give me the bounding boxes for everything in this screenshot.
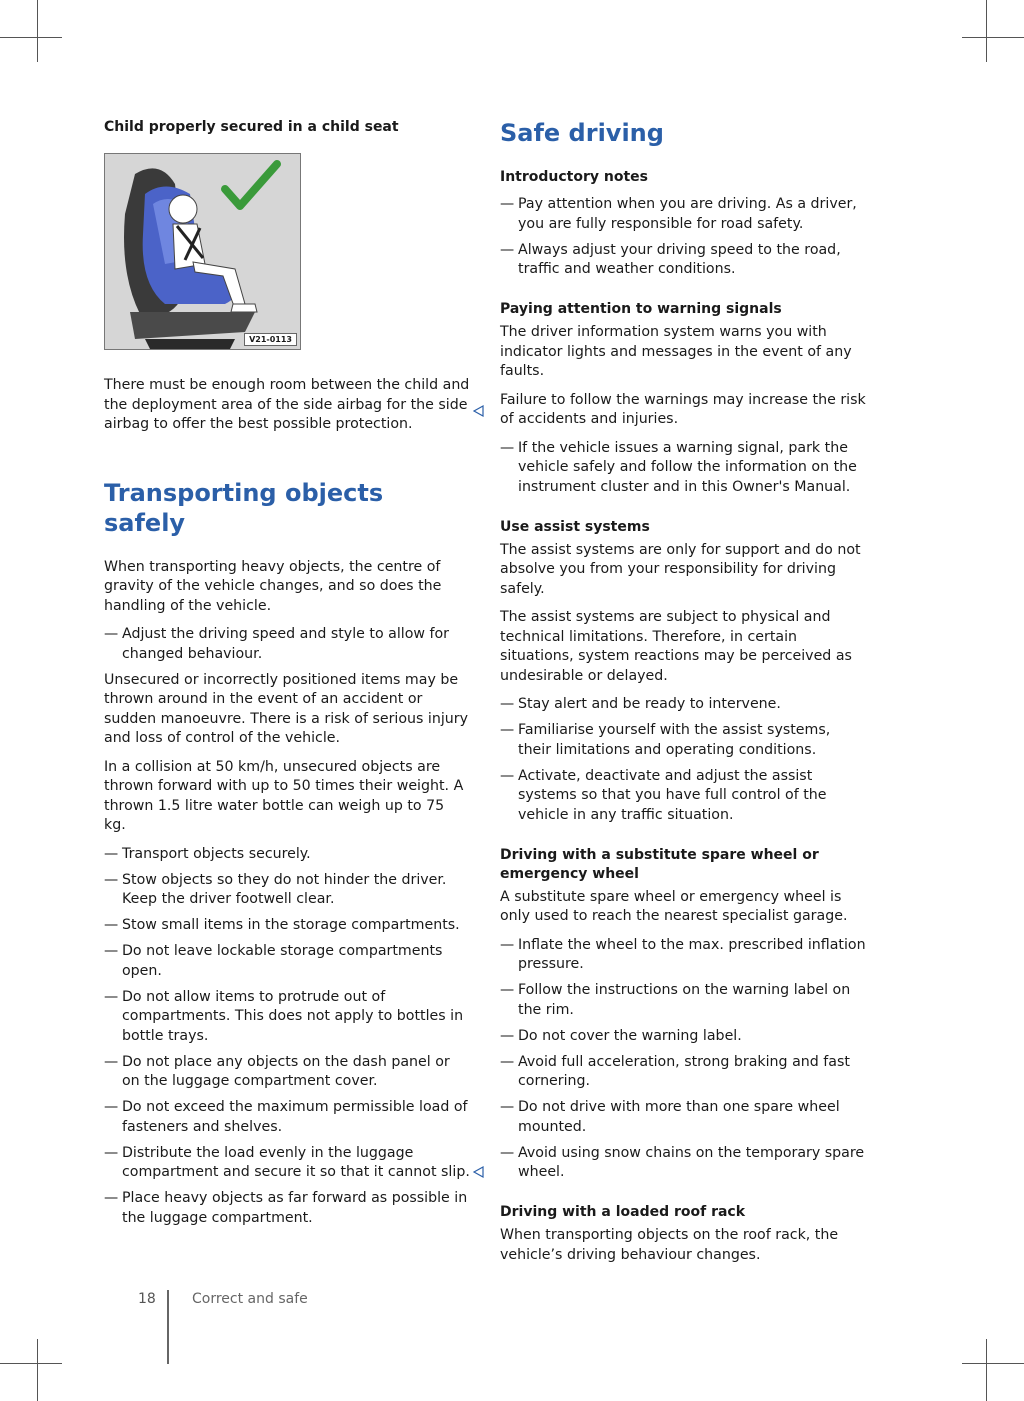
- crop-mark: [0, 37, 62, 38]
- roof-rack-text: When transporting objects on the roof rack, the vehicle’s driving behaviour changes.: [500, 1227, 839, 1263]
- figure-heading: Child properly secured in a child seat: [104, 119, 399, 135]
- section-title-transporting: Transporting objects safely: [104, 478, 384, 537]
- footer-section-name: Correct and safe: [192, 1291, 308, 1307]
- warning-heading: Paying attention to warning signals: [500, 301, 782, 317]
- list-item: — Do not place any objects on the dash panel or on the luggage compartment cover.: [104, 1053, 450, 1089]
- left-column: [104, 118, 470, 1235]
- list-item: — Distribute the load evenly in the luggage compartment and secure it so that it cannot slip.: [104, 1144, 470, 1180]
- list-item: — Follow the instructions on the warning label on the rim.: [500, 982, 851, 1018]
- list-item: — Stow objects so they do not hinder the driver. Keep the driver footwell clear.: [104, 871, 447, 907]
- warning-bullets: [500, 439, 866, 498]
- crop-mark: [37, 1339, 38, 1401]
- warning-text-2: Failure to follow the warnings may increase the risk of accidents and injuries.: [500, 391, 866, 427]
- right-column: [500, 118, 866, 1274]
- page-number: 18: [138, 1291, 156, 1307]
- list-item: — Activate, deactivate and adjust the assist systems so that you have full control of the vehicle in any traffic situation.: [500, 767, 827, 823]
- airbag-text: There must be enough room between the child and the deployment area of the side airbag for the side airbag to offer the best possible protection.: [104, 377, 470, 432]
- assist-bullets: [500, 695, 866, 825]
- list-item: — Stay alert and be ready to intervene.: [500, 696, 781, 712]
- spare-wheel-heading: Driving with a substitute spare wheel or emergency wheel: [500, 846, 819, 882]
- collision-text: In a collision at 50 km/h, unsecured objects are thrown forward with up to 50 times their weight. A thrown 1.5 litre water bottle can weigh up to 75 kg.: [104, 758, 464, 833]
- list-item: — If the vehicle issues a warning signal, park the vehicle safely and follow the information on the instrument cluster and in this Owner's Manual.: [500, 439, 857, 495]
- list-item: — Stow small items in the storage compartments.: [104, 917, 460, 933]
- transport-bullets-a: [104, 625, 470, 664]
- assist-text-2: The assist systems are subject to physical and technical limitations. Therefore, in certain situations, system reactions may be perceived as undesirable or delayed.: [500, 609, 852, 684]
- roof-rack-heading: Driving with a loaded roof rack: [500, 1204, 746, 1220]
- spare-wheel-text: A substitute spare wheel or emergency wheel is only used to reach the nearest specialist garage.: [500, 888, 848, 924]
- transport-intro: When transporting heavy objects, the centre of gravity of the vehicle changes, and so does the handling of the vehicle.: [104, 558, 442, 614]
- list-item: — Avoid full acceleration, strong braking and fast cornering.: [500, 1053, 850, 1089]
- list-item: — Do not leave lockable storage compartments open.: [104, 943, 443, 979]
- crop-mark: [986, 0, 987, 62]
- child-seat-illustration: [104, 153, 301, 350]
- intro-bullets: [500, 195, 866, 280]
- triangle-left-outline-icon: [473, 405, 484, 420]
- list-item: — Adjust the driving speed and style to allow for changed behaviour.: [104, 626, 450, 662]
- triangle-left-outline-icon: [473, 1166, 484, 1181]
- list-item: — Avoid using snow chains on the temporary spare wheel.: [500, 1144, 865, 1180]
- crop-mark: [962, 37, 1024, 38]
- list-item: — Pay attention when you are driving. As a driver, you are fully responsible for road safety.: [500, 196, 857, 232]
- list-item: — Do not cover the warning label.: [500, 1027, 742, 1044]
- crop-mark: [0, 1363, 62, 1364]
- list-item: — Place heavy objects as far forward as possible in the luggage compartment.: [104, 1190, 468, 1226]
- dash-mark: —: [104, 626, 119, 642]
- list-item: — Do not exceed the maximum permissible load of fasteners and shelves.: [104, 1099, 468, 1135]
- list-item: — Do not drive with more than one spare wheel mounted.: [500, 1099, 840, 1135]
- assist-heading: Use assist systems: [500, 518, 650, 535]
- crop-mark: [962, 1363, 1024, 1364]
- list-item: — Familiarise yourself with the assist systems, their limitations and operating conditions.: [500, 722, 831, 758]
- list-item: — Inflate the wheel to the max. prescribed inflation pressure.: [500, 936, 866, 972]
- section-title-safe-driving: Safe driving: [500, 119, 664, 147]
- crop-mark: [37, 0, 38, 62]
- crop-mark: [986, 1339, 987, 1401]
- transport-bullets-b: [104, 845, 470, 1229]
- list-item: — Do not allow items to protrude out of compartments. This does not apply to bottles in bottle trays.: [104, 988, 464, 1044]
- intro-heading: Introductory notes: [500, 169, 648, 185]
- unsecured-text: Unsecured or incorrectly positioned items may be thrown around in the event of an accident or sudden manoeuvre. There is a risk of serious injury and loss of control of the vehicle.: [104, 671, 469, 746]
- child-seat-drawing: [105, 154, 300, 349]
- list-item: — Always adjust your driving speed to the road, traffic and weather conditions.: [500, 241, 841, 277]
- footer-divider: [167, 1290, 169, 1364]
- warning-text-1: The driver information system warns you with indicator lights and messages in the event of any faults.: [500, 324, 852, 379]
- assist-text-1: The assist systems are only for support and do not absolve you from your responsibility for driving safely.: [500, 541, 861, 597]
- figure-code: V21-0113: [244, 333, 297, 346]
- spare-wheel-bullets: [500, 936, 866, 1183]
- list-item: — Transport objects securely.: [104, 845, 311, 862]
